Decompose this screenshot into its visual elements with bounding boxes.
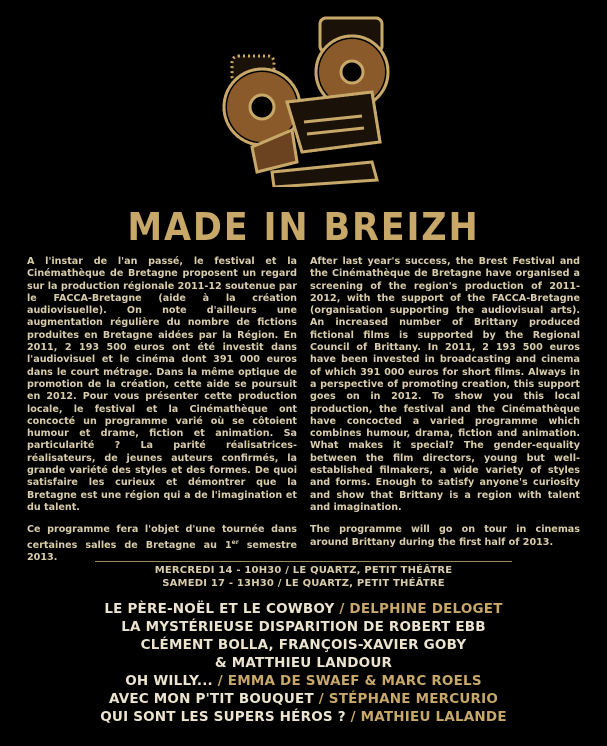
schedule-line-1: MERCREDI 14 - 10H30 / LE QUARTZ, PETIT THÉÂTRE [154, 565, 453, 576]
french-tour-paragraph: Ce programme fera l'objet d'une tournée dans certaines salles de Bretagne au 1er semestre 2013. [27, 524, 297, 564]
french-column [27, 256, 297, 564]
film-list [0, 600, 607, 726]
film-item: AVEC MON P'TIT BOUQUET / STÉPHANE MERCURIO [108, 691, 499, 707]
divider [95, 561, 512, 562]
english-column [310, 256, 580, 549]
film-item: & MATTHIEU LANDOUR [214, 655, 393, 671]
french-paragraph: A l'instar de l'an passé, le festival et la Cinémathèque de Bretagne proposent un regard sur la production régionale 2011-12 soutenue par le FACCA-Bretagne (aide à la création audiovisuelle). On note d'ailleurs une augmentation régulière du nombre de fictions produites en Bretagne aidées par la Région. En 2011, 2 193 500 euros ont été investit dans l'audiovisuel et le cinéma dont 391 000 euros dans le court métrage. Dans la même optique de promotion de la création, cette aide se poursuit en 2012. Pour vous présenter cette production locale, le festival et la Cinémathèque ont concocté un programme varié où se côtoient humour et drame, fiction et animation. Sa particularité ? La parité réalisatrices-réalisateurs, de jeunes auteurs confirmés, la grande variété des styles et des formes. De quoi satisfaire les curieux et démontrer que la Bretagne est une région qui a de l'imagination et du talent. [27, 256, 297, 513]
film-item: LE PÈRE-NOËL ET LE COWBOY / DELPHINE DELOGET [104, 601, 503, 617]
english-tour-paragraph: The programme will go on tour in cinemas around Brittany during the first half of 2013. [310, 524, 580, 548]
film-item: LA MYSTÉRIEUSE DISPARITION DE ROBERT EBB [121, 619, 486, 635]
schedule-line-2: SAMEDI 17 - 13H30 / LE QUARTZ, PETIT THÉÂTRE [162, 578, 445, 589]
film-item: CLÉMENT BOLLA, FRANÇOIS-XAVIER GOBY [140, 637, 467, 653]
english-paragraph: After last year's success, the Brest Festival and the Cinémathèque de Bretagne have organised a screening of the region's production of 2011-2012, with the support of the FACCA-Bretagne (organisation supporting the audiovisual arts). An increased number of Brittany produced fictional films is supported by the Regional Council of Brittany. In 2011, 2 193 500 euros have been invested in broadcasting and cinema of which 391 000 euros for short films. Always in a perspective of promoting creation, this support goes on in 2012. To show you this local production, the festival and the Cinémathèque have concocted a varied programme which combines humour, drama, fiction and animation. What makes it special? The gender-equality between the film directors, young but well-established filmakers, a wide variety of styles and forms. Enough to satisfy anyone's curiosity and show that Brittany is a region with talent and imagination. [310, 256, 580, 513]
film-item: QUI SONT LES SUPERS HÉROS ? / MATHIEU LALANDE [100, 709, 507, 725]
page-title: MADE IN BREIZH [127, 205, 480, 249]
film-item: OH WILLY... / EMMA DE SWAEF & MARC ROELS [125, 673, 482, 689]
film-projector-icon [212, 12, 402, 187]
